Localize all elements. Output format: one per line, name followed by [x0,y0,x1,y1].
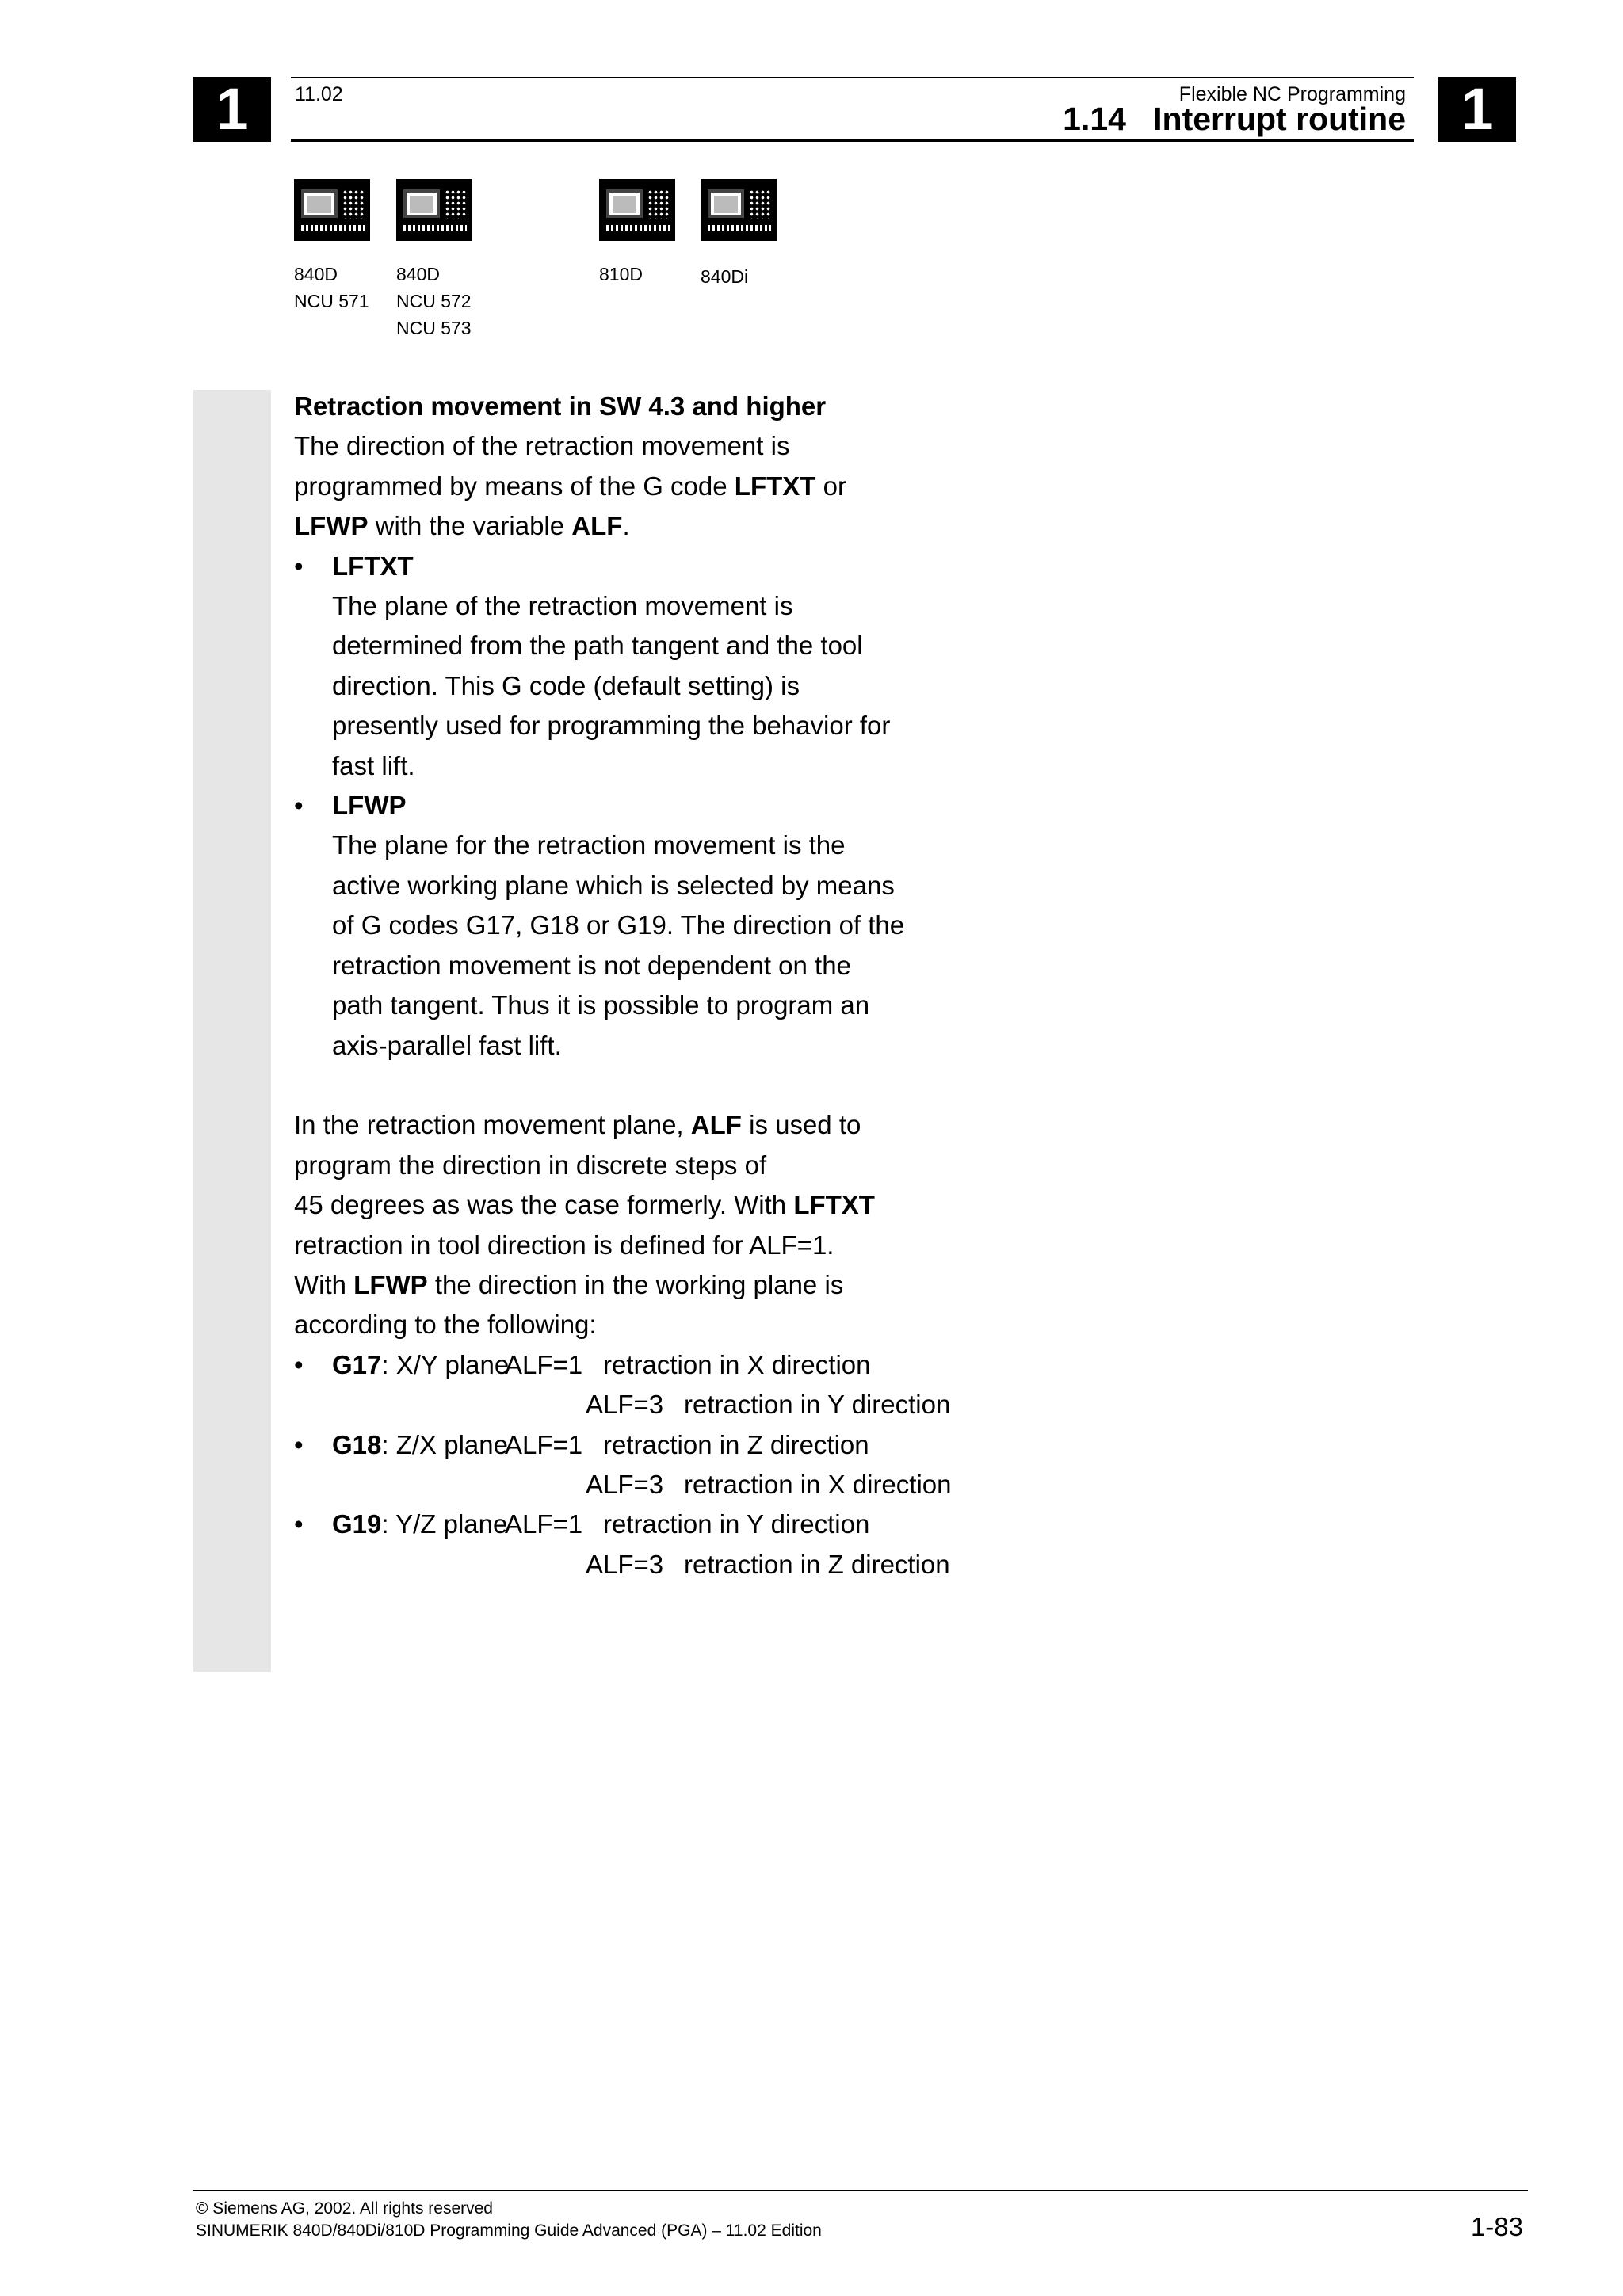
control-840di [701,179,777,290]
controller-panel-icon [599,179,675,241]
g-code-subrow: ALF=3 retraction in X direction [586,1469,952,1499]
control-label: 840D NCU 572 NCU 573 [396,264,472,338]
chapter-number: 1 [216,76,249,142]
footer-guide-title: SINUMERIK 840D/840Di/810D Programming Guide Advanced (PGA) – 11.02 Edition [196,2222,822,2240]
page-footer [193,2190,1528,2241]
g-code-subrow: ALF=3 retraction in Y direction [586,1390,951,1420]
bullet-icon: • [294,1509,304,1539]
controller-panel-icon [294,179,370,241]
control-label: 840D NCU 571 [294,264,369,311]
intro-line: LFWP with the variable ALF. [294,511,630,541]
g-code-row-g19: • G19: Y/Z plane ALF=1 retraction in Y direction [294,1505,1007,1544]
bullet-label: LFWP [332,791,407,821]
section-heading: Retraction movement in SW 4.3 and higher [294,391,827,421]
g-code-row-g18: • G18: Z/X plane ALF=1 retraction in Z direction [294,1425,1007,1465]
controller-panel-icon [701,179,777,241]
intro-line: The direction of the retraction movement is [294,431,790,461]
alf-paragraph: In the retraction movement plane, ALF is used to program the direction in discrete steps of 45 degrees as was the case formerly. With LFTXT retraction in tool direction is defined for ALF=1. With LFWP the direction in the working plane is according to the following: [294,1110,875,1340]
bullet-icon: • [294,1349,304,1379]
bullet-label: LFTXT [332,551,414,581]
control-label: 840Di [701,266,749,287]
page-header [291,77,1414,142]
page-number: 1-83 [1470,2212,1523,2241]
bullet-icon: • [294,1429,304,1459]
bullet-lfwp: • LFWP The plane for the retraction movement is the active working plane which is selected by means of G codes G17, G18 or G19. The direction of the retraction movement is not dependent on the path tangent. Thus it is possible to program an axis-parallel fast lift. [294,786,1007,1066]
chapter-number-box-left [193,77,271,142]
bullet-icon: • [294,791,304,821]
bullet-icon: • [294,551,304,581]
intro-line: programmed by means of the G code LFTXT or [294,471,846,501]
page-title: 1.14 Interrupt routine [1063,101,1406,137]
main-content [294,387,1007,1585]
g-code-row-g17: • G17: X/Y plane ALF=1 retraction in X direction [294,1345,1007,1385]
footer-copyright: © Siemens AG, 2002. All rights reserved [196,2199,493,2218]
control-label: 810D [599,264,643,284]
control-810d [599,179,675,288]
margin-sidebar [193,390,271,1672]
control-840d-ncu572 [396,179,472,341]
chapter-number: 1 [1461,76,1494,142]
g-code-list [294,1345,1007,1585]
bullet-lftxt: • LFTXT The plane of the retraction movement is determined from the path tangent and the tool direction. This G code (default setting) is presently used for programming the behavior for fast lift. [294,547,1007,786]
header-section: Flexible NC Programming [1178,83,1406,105]
g-code-subrow: ALF=3 retraction in Z direction [586,1549,950,1579]
header-date: 11.02 [295,83,343,105]
chapter-number-box-right [1438,77,1516,142]
control-840d-ncu571 [294,179,370,315]
controller-panel-icon [396,179,472,241]
controller-icons-row [0,179,1623,338]
